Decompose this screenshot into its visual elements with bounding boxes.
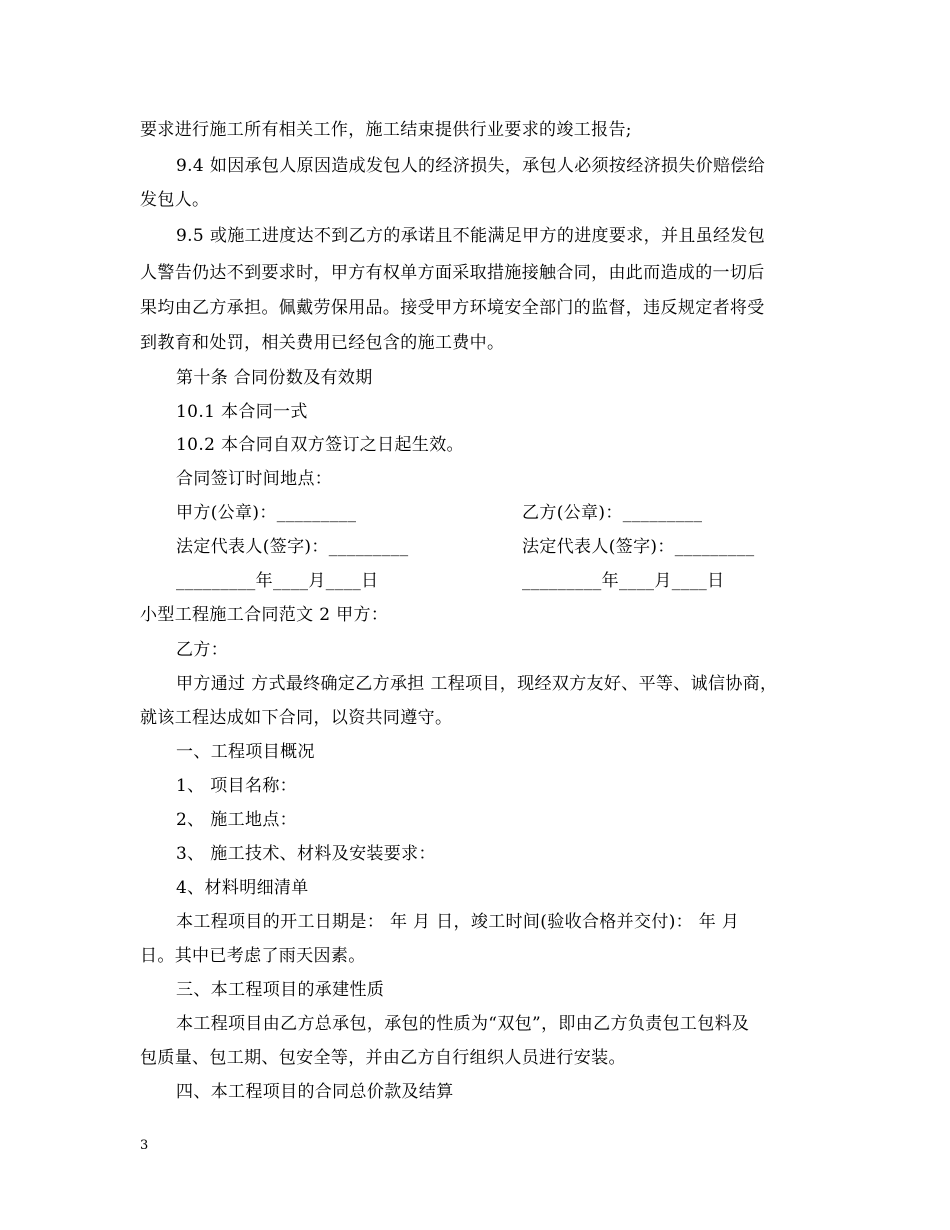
clause-9-4: 9.4 如因承包人原因造成发包人的经济损失，承包人必须按经济损失价赔偿给	[176, 156, 766, 176]
clause-10-2: 10.2 本合同自双方签订之日起生效。	[176, 435, 464, 455]
text-line: 本工程项目由乙方总承包，承包的性质为“双包”，即由乙方负责包工包料及	[176, 1014, 750, 1034]
party-b-seal-field: 乙方(公章)：_________	[522, 503, 703, 523]
list-item: 3、 施工技术、材料及安装要求：	[176, 844, 436, 864]
clause-10-1: 10.1 本合同一式	[176, 402, 308, 422]
party-b-date-field: _________年____月____日	[522, 571, 725, 591]
article-10-heading: 第十条 合同份数及有效期	[176, 368, 373, 388]
text-line: 就该工程达成如下合同，以资共同遵守。	[140, 708, 453, 728]
section-3-heading: 三、本工程项目的承建性质	[176, 980, 385, 1000]
text-line: 果均由乙方承担。佩戴劳保用品。接受甲方环境安全部门的监督，违反规定者将受	[140, 298, 765, 318]
text-line: 到教育和处罚，相关费用已经包含的施工费中。	[140, 333, 505, 353]
party-a-date-field: _________年____月____日	[176, 571, 379, 591]
text-line: 人警告仍达不到要求时，甲方有权单方面采取措施接触合同，由此而造成的一切后	[140, 263, 765, 283]
section-4-heading: 四、本工程项目的合同总价款及结算	[176, 1082, 454, 1102]
page-number: 3	[140, 1138, 149, 1153]
text-line: 要求进行施工所有相关工作，施工结束提供行业要求的竣工报告;	[140, 120, 632, 140]
text-line: 本工程项目的开工日期是： 年 月 日，竣工时间(验收合格并交付)： 年 月	[176, 912, 740, 932]
contract-title: 小型工程施工合同范文 2 甲方：	[140, 605, 389, 625]
party-a-seal-field: 甲方(公章)：_________	[176, 503, 357, 523]
text-line: 日。其中已考虑了雨天因素。	[140, 946, 366, 966]
section-1-heading: 一、工程项目概况	[176, 742, 315, 762]
text-line: 包质量、包工期、包安全等，并由乙方自行组织人员进行安装。	[140, 1048, 626, 1068]
party-b-representative-field: 法定代表人(签字)：_________	[522, 537, 755, 557]
text-line: 甲方通过 方式最终确定乙方承担 工程项目，现经双方友好、平等、诚信协商，	[176, 674, 778, 694]
signing-time-place-label: 合同签订时间地点：	[176, 469, 333, 489]
list-item: 2、 施工地点：	[176, 810, 298, 830]
list-item: 1、 项目名称：	[176, 776, 298, 796]
list-item: 4、材料明细清单	[176, 878, 309, 898]
party-b-label: 乙方：	[176, 640, 229, 660]
party-a-representative-field: 法定代表人(签字)：_________	[176, 537, 409, 557]
text-line: 发包人。	[140, 190, 210, 210]
clause-9-5: 9.5 或施工进度达不到乙方的承诺且不能满足甲方的进度要求，并且虽经发包	[176, 226, 766, 246]
